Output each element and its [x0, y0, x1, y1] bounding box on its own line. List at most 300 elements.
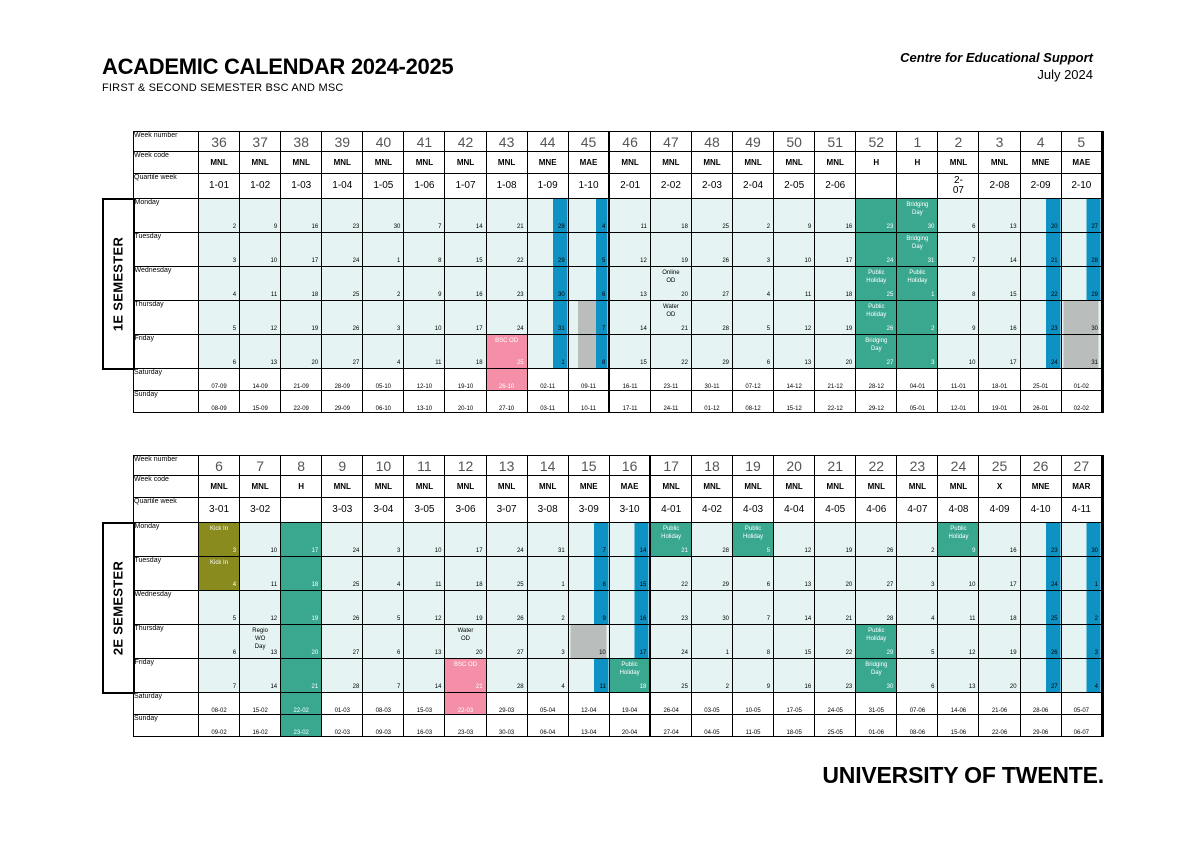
day-cell	[774, 199, 815, 233]
day-cell	[240, 659, 281, 693]
day-number: 23	[681, 616, 688, 622]
day-number: 6	[766, 582, 771, 588]
saturday-date-cell: 21-06	[979, 693, 1020, 715]
day-cell	[486, 557, 527, 591]
row-label-week-code: Week code	[134, 476, 199, 498]
day-cell	[938, 335, 979, 369]
saturday-date-cell: 14-09	[240, 369, 281, 391]
header-code-cell: MNL	[691, 152, 732, 174]
day-cell	[856, 591, 897, 625]
sunday-date-cell: 18-05	[774, 715, 815, 737]
day-number: 24	[1050, 582, 1058, 588]
day-cell	[650, 301, 691, 335]
blank-corner	[103, 132, 134, 152]
day-cell	[938, 523, 979, 557]
day-cell	[240, 523, 281, 557]
day-number: 18	[681, 224, 688, 230]
day-number: 23	[1050, 548, 1058, 554]
header-q-cell: 2-02	[650, 174, 691, 199]
day-number: 20	[1009, 684, 1017, 690]
sunday-date-cell: 06-07	[1061, 715, 1102, 737]
sunday-date-cell: 04-05	[691, 715, 732, 737]
day-number: 27	[1091, 224, 1098, 230]
day-cell	[609, 625, 650, 659]
day-cell	[691, 335, 732, 369]
day-cell	[240, 301, 281, 335]
day-cell	[938, 301, 979, 335]
saturday-date-cell: 07-09	[199, 369, 240, 391]
header-q-cell	[856, 174, 897, 199]
day-number: 9	[972, 326, 976, 332]
day-cell	[815, 625, 856, 659]
header-num-cell: 49	[733, 132, 774, 152]
saturday-date-cell: 30-11	[691, 369, 732, 391]
day-number: 9	[602, 616, 606, 622]
day-cell	[445, 659, 486, 693]
header-code-cell: MNL	[240, 152, 281, 174]
sunday-date-cell: 26-01	[1020, 391, 1061, 413]
day-number: 14	[434, 684, 442, 690]
saturday-date-cell: 04-01	[897, 369, 938, 391]
day-number: 26	[516, 616, 524, 622]
sunday-date-cell: 02-02	[1061, 391, 1102, 413]
day-number: 13	[804, 582, 812, 588]
header-q-cell: 1-02	[240, 174, 281, 199]
day-number: 6	[232, 360, 237, 366]
saturday-date-cell: 26-10	[486, 369, 527, 391]
day-cell	[650, 335, 691, 369]
row-label-quartile-week: Quartile week	[134, 498, 199, 523]
day-cell	[199, 625, 240, 659]
day-cell	[404, 523, 445, 557]
day-number: 20	[845, 582, 853, 588]
day-number: 12	[640, 258, 647, 264]
day-number: 26	[1050, 650, 1058, 656]
sunday-date-cell: 27-04	[650, 715, 691, 737]
day-cell	[897, 523, 938, 557]
day-cell	[568, 523, 609, 557]
day-cell	[979, 523, 1020, 557]
day-cell	[404, 591, 445, 625]
header-q-cell: 2-04	[733, 174, 774, 199]
header-q-cell: 4-06	[856, 498, 897, 523]
saturday-date-cell: 21-12	[815, 369, 856, 391]
day-cell	[979, 301, 1020, 335]
day-number: 26	[352, 326, 360, 332]
day-cell	[199, 659, 240, 693]
sunday-date-cell: 29-06	[1020, 715, 1061, 737]
saturday-date-cell: 24-05	[815, 693, 856, 715]
day-cell	[815, 591, 856, 625]
day-number: 27	[516, 650, 524, 656]
day-number: 19	[1009, 650, 1017, 656]
day-cell	[240, 625, 281, 659]
day-number: 8	[602, 582, 606, 588]
sunday-date-cell: 01-06	[856, 715, 897, 737]
header-q-cell: 4-11	[1061, 498, 1102, 523]
day-number: 18	[311, 582, 319, 588]
day-number: 18	[639, 684, 647, 690]
day-cell	[486, 335, 527, 369]
header-q-cell: 4-04	[774, 498, 815, 523]
day-cell	[322, 591, 363, 625]
day-cell	[240, 199, 281, 233]
day-number: 4	[561, 684, 565, 690]
day-number: 10	[968, 360, 976, 366]
day-cell	[609, 199, 650, 233]
sunday-date-cell: 09-02	[199, 715, 240, 737]
sunday-date-cell: 17-11	[609, 391, 650, 413]
day-cell	[363, 233, 404, 267]
day-cell	[1020, 659, 1061, 693]
day-number: 21	[1050, 258, 1058, 264]
day-number: 13	[1009, 224, 1017, 230]
day-number: 14	[270, 684, 278, 690]
day-number: 21	[516, 224, 524, 230]
saturday-date-cell: 28-12	[856, 369, 897, 391]
day-cell	[609, 301, 650, 335]
day-number: 13	[968, 684, 976, 690]
sunday-date-cell: 13-10	[404, 391, 445, 413]
header-q-cell: 4-07	[897, 498, 938, 523]
header-num-cell: 52	[856, 132, 897, 152]
header-num-cell: 46	[609, 132, 650, 152]
day-cell	[774, 267, 815, 301]
header-code-cell: MNE	[527, 152, 568, 174]
day-cell	[568, 557, 609, 591]
day-number: 10	[434, 326, 442, 332]
sunday-date-cell: 30-03	[486, 715, 527, 737]
day-number: 22	[516, 258, 524, 264]
day-number: 2	[397, 292, 401, 298]
sunday-date-cell: 15-06	[938, 715, 979, 737]
day-cell	[486, 199, 527, 233]
day-number: 17	[311, 258, 319, 264]
day-cell	[240, 267, 281, 301]
sunday-date-cell: 29-09	[322, 391, 363, 413]
day-cell	[609, 267, 650, 301]
day-cell	[650, 591, 691, 625]
page-subtitle: FIRST & SECOND SEMESTER BSC AND MSC	[102, 82, 344, 94]
day-cell	[322, 659, 363, 693]
day-cell	[691, 625, 732, 659]
day-number: 8	[972, 292, 976, 298]
day-number: 10	[968, 582, 976, 588]
day-annotation: Public Holiday	[907, 270, 928, 284]
day-cell	[404, 335, 445, 369]
semester-label-text: 2E SEMESTER	[110, 560, 126, 655]
day-cell	[938, 557, 979, 591]
day-cell	[527, 199, 568, 233]
day-cell	[650, 199, 691, 233]
day-cell	[322, 625, 363, 659]
day-number: 16	[1009, 548, 1017, 554]
header-code-cell: MNL	[774, 476, 815, 498]
day-cell	[650, 267, 691, 301]
day-cell	[815, 523, 856, 557]
day-cell	[363, 335, 404, 369]
day-number: 19	[475, 616, 483, 622]
row-label-day: Tuesday	[134, 233, 199, 267]
day-number: 20	[845, 360, 853, 366]
day-cell	[733, 659, 774, 693]
sunday-date-cell: 23-03	[445, 715, 486, 737]
day-cell	[691, 301, 732, 335]
saturday-date-cell: 22-03	[445, 693, 486, 715]
header-num-cell: 23	[897, 456, 938, 476]
day-cell	[856, 267, 897, 301]
header-q-cell: 4-09	[979, 498, 1020, 523]
day-cell	[1061, 199, 1102, 233]
day-cell	[486, 523, 527, 557]
day-cell	[897, 557, 938, 591]
day-number: 15	[639, 582, 647, 588]
blank-corner	[103, 693, 134, 715]
day-cell	[240, 233, 281, 267]
day-number: 13	[804, 360, 812, 366]
row-label-week-number: Week number	[134, 456, 199, 476]
day-cell	[281, 557, 322, 591]
day-cell	[486, 659, 527, 693]
day-annotation: BSC OD	[454, 662, 478, 668]
saturday-date-cell: 01-02	[1061, 369, 1102, 391]
header-num-cell: 38	[281, 132, 322, 152]
day-number: 12	[270, 326, 278, 332]
day-annotation: Online OD	[662, 270, 680, 284]
day-cell	[199, 199, 240, 233]
sunday-date-cell: 01-12	[691, 391, 732, 413]
saturday-date-cell: 10-05	[733, 693, 774, 715]
day-number: 3	[561, 650, 565, 656]
day-cell	[404, 625, 445, 659]
header-num-cell: 20	[774, 456, 815, 476]
saturday-date-cell: 02-11	[527, 369, 568, 391]
day-cell	[897, 659, 938, 693]
saturday-date-cell: 25-01	[1020, 369, 1061, 391]
day-number: 4	[766, 292, 771, 298]
day-cell	[897, 233, 938, 267]
header-q-cell: 1-04	[322, 174, 363, 199]
day-number: 9	[438, 292, 442, 298]
row-label-day: Monday	[134, 199, 199, 233]
day-number: 27	[352, 650, 360, 656]
day-cell	[445, 267, 486, 301]
day-cell	[1061, 267, 1102, 301]
header-code-cell: MNL	[733, 476, 774, 498]
day-number: 7	[972, 258, 976, 264]
day-cell	[733, 557, 774, 591]
day-number: 22	[1050, 292, 1058, 298]
sunday-date-cell: 08-12	[733, 391, 774, 413]
day-number: 28	[722, 326, 730, 332]
day-number: 13	[270, 650, 278, 656]
day-number: 9	[807, 224, 812, 230]
row-label-day: Thursday	[134, 301, 199, 335]
header-code-cell: H	[281, 476, 322, 498]
header-num-cell: 6	[199, 456, 240, 476]
day-cell	[281, 199, 322, 233]
semester-label	[103, 523, 134, 693]
saturday-date-cell: 08-02	[199, 693, 240, 715]
day-annotation: Public Holiday	[661, 526, 682, 540]
day-cell	[774, 335, 815, 369]
header-q-cell: 3-09	[568, 498, 609, 523]
day-number: 7	[766, 616, 771, 622]
day-cell	[322, 267, 363, 301]
page-title: ACADEMIC CALENDAR 2024-2025	[102, 54, 454, 79]
sunday-date-cell: 03-11	[527, 391, 568, 413]
day-cell	[979, 591, 1020, 625]
day-number: 26	[352, 616, 360, 622]
day-cell	[1061, 335, 1102, 369]
day-cell	[363, 625, 404, 659]
day-cell	[404, 233, 445, 267]
day-number: 28	[886, 616, 894, 622]
day-number: 6	[601, 292, 606, 298]
header-code-cell: MNL	[322, 476, 363, 498]
day-cell	[938, 267, 979, 301]
header-code-cell: MNE	[568, 476, 609, 498]
day-number: 12	[804, 548, 812, 554]
header-code-cell: MNL	[404, 152, 445, 174]
day-number: 24	[1050, 360, 1058, 366]
day-number: 17	[639, 650, 647, 656]
saturday-date-cell: 05-04	[527, 693, 568, 715]
day-cell	[568, 591, 609, 625]
day-cell	[527, 523, 568, 557]
day-cell	[691, 199, 732, 233]
day-number: 22	[845, 650, 853, 656]
header-code-cell: MNL	[240, 476, 281, 498]
day-cell	[650, 233, 691, 267]
blank-corner	[103, 391, 134, 413]
day-number: 14	[804, 616, 812, 622]
day-number: 27	[886, 582, 894, 588]
day-cell	[650, 557, 691, 591]
day-number: 3	[232, 258, 237, 264]
day-cell	[363, 199, 404, 233]
day-number: 16	[845, 224, 853, 230]
header-q-cell: 1-08	[486, 174, 527, 199]
day-cell	[979, 625, 1020, 659]
day-number: 21	[681, 326, 688, 332]
day-number: 16	[1009, 326, 1017, 332]
header-code-cell: MNL	[774, 152, 815, 174]
day-number: 10	[804, 258, 812, 264]
day-cell	[404, 301, 445, 335]
header-code-cell: MAR	[1061, 476, 1102, 498]
header-code-cell: MNL	[445, 476, 486, 498]
day-number: 17	[475, 326, 483, 332]
day-cell	[856, 199, 897, 233]
header-num-cell: 4	[1020, 132, 1061, 152]
day-number: 27	[1050, 684, 1058, 690]
day-cell	[281, 591, 322, 625]
day-number: 11	[640, 224, 647, 230]
day-cell	[486, 591, 527, 625]
header-code-cell: MNL	[281, 152, 322, 174]
day-number: 12	[804, 326, 812, 332]
header-num-cell: 26	[1020, 456, 1061, 476]
header-num-cell: 43	[486, 132, 527, 152]
day-cell	[199, 301, 240, 335]
day-number: 20	[1050, 224, 1058, 230]
day-cell	[979, 335, 1020, 369]
day-number: 6	[397, 650, 401, 656]
day-cell	[1061, 625, 1102, 659]
day-number: 14	[1009, 258, 1017, 264]
day-number: 10	[434, 548, 442, 554]
header-num-cell: 12	[445, 456, 486, 476]
day-annotation: Water OD	[457, 628, 474, 642]
day-cell	[527, 335, 568, 369]
day-cell	[199, 335, 240, 369]
header-q-cell: 1-07	[445, 174, 486, 199]
day-number: 23	[886, 224, 894, 230]
header-code-cell: MNL	[815, 152, 856, 174]
saturday-date-cell: 07-12	[733, 369, 774, 391]
day-cell	[774, 301, 815, 335]
blank-corner	[103, 174, 134, 199]
day-number: 7	[397, 684, 401, 690]
blank-corner	[103, 456, 134, 476]
day-number: 19	[845, 548, 853, 554]
day-number: 9	[766, 684, 771, 690]
blank-corner	[103, 476, 134, 498]
day-number: 26	[886, 326, 894, 332]
header-q-cell: 3-01	[199, 498, 240, 523]
sunday-date-cell: 09-03	[363, 715, 404, 737]
semester-1-calendar	[102, 131, 1104, 413]
day-cell	[733, 335, 774, 369]
row-label-saturday: Saturday	[134, 693, 199, 715]
day-number: 18	[475, 360, 483, 366]
day-number: 23	[352, 224, 360, 230]
header-code-cell: MNL	[733, 152, 774, 174]
day-cell	[897, 267, 938, 301]
sunday-date-cell: 15-09	[240, 391, 281, 413]
day-cell	[609, 659, 650, 693]
day-number: 2	[1094, 616, 1098, 622]
day-cell	[733, 523, 774, 557]
day-cell	[568, 659, 609, 693]
day-cell	[527, 591, 568, 625]
day-cell	[774, 659, 815, 693]
day-number: 30	[1091, 326, 1098, 332]
header-code-cell: MNL	[322, 152, 363, 174]
day-number: 15	[640, 360, 647, 366]
day-cell	[445, 233, 486, 267]
sunday-date-cell: 27-10	[486, 391, 527, 413]
header-num-cell: 39	[322, 132, 363, 152]
day-number: 6	[232, 650, 237, 656]
day-cell	[568, 233, 609, 267]
sunday-date-cell: 08-09	[199, 391, 240, 413]
day-number: 1	[931, 292, 935, 298]
day-number: 27	[886, 360, 894, 366]
header-q-cell: 2-06	[815, 174, 856, 199]
header-q-cell: 1-03	[281, 174, 322, 199]
day-number: 28	[1091, 258, 1098, 264]
day-cell	[527, 625, 568, 659]
day-number: 27	[352, 360, 360, 366]
day-number: 31	[558, 548, 565, 554]
header-code-cell: MNL	[938, 476, 979, 498]
day-number: 13	[434, 650, 442, 656]
day-cell	[815, 335, 856, 369]
header-q-cell: 1-01	[199, 174, 240, 199]
sunday-date-cell: 08-06	[897, 715, 938, 737]
